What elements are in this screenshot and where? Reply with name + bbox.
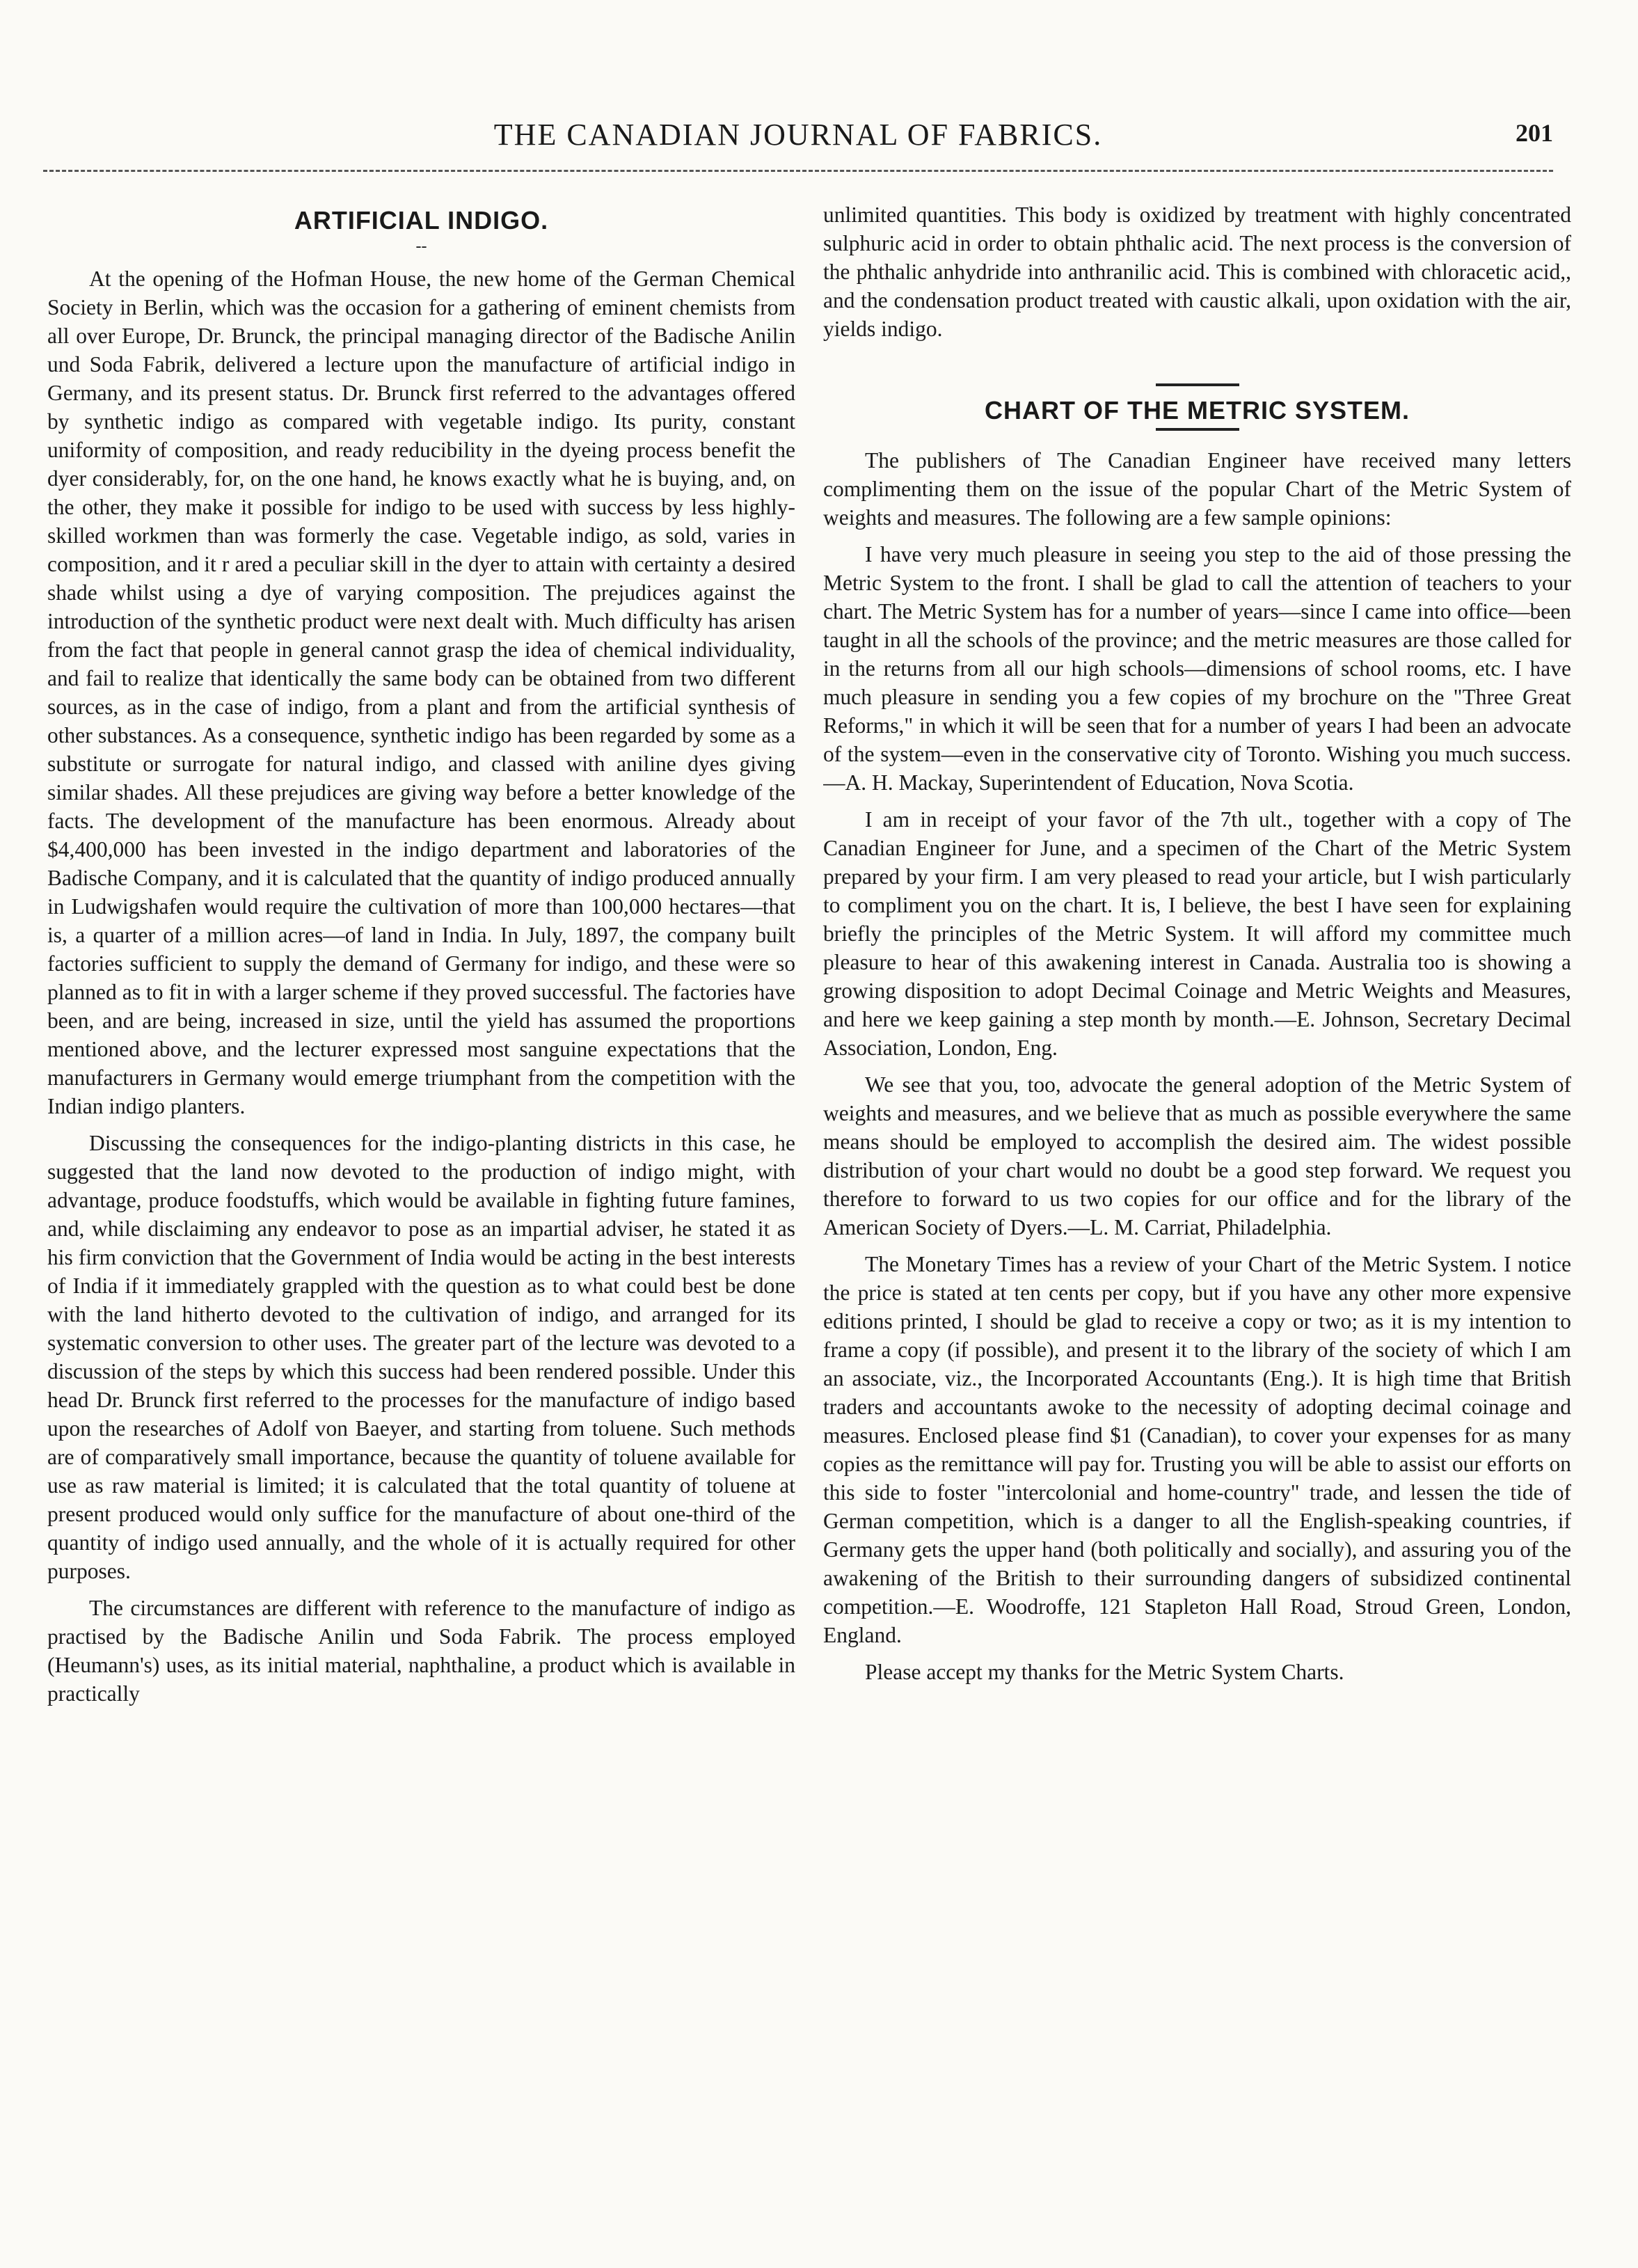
title-dash: -- [415,237,427,255]
page-header [43,117,1553,159]
title-rule [1156,428,1239,431]
article-title-artificial-indigo: ARTIFICIAL INDIGO. [294,206,549,235]
letter-paragraph: We see that you, too, advocate the general adoption of the Metric System of weights and measures, and we believe that as much as possible everywhere the same means should be employed to accomplish the desired aim. The widest possible distribution of your chart would no doubt be a good step forward. We request you therefore to forward to us two copies for our office and for the library of the American Society of Dyers.—L. M. Carriat, Philadelphia. [823,1072,1571,1239]
article-paragraph: At the opening of the Hofman House, the new home of the German Chemical Society in Berlin, which was the occasion for a gathering of eminent chemists from all over Europe, Dr. Brunck, the principal managing director of the Badische Anilin und Soda Fabrik, delivered a lecture upon the manufacture of artificial indigo in Germany, and its present status. Dr. Brunck first referred to the advantages offered by synthetic indigo as compared with vegetable indigo. Its purity, constant uniformity of composition, and ready reducibility in the dyeing process benefit the dyer considerably, for, on the one hand, he knows exactly what he is buying, and, on the other, they make it possible for indigo to be used with success by less highly-skilled workmen than was formerly the case. Vegetable indigo, as sold, varies in composition, and it r ared a peculiar skill in the dyer to attain with certainty a desired shade whilst using a dye of varying composition. The prejudices against the introduction of the synthetic product were next dealt with. Much difficulty has arisen from the fact that people in general cannot grasp the idea of chemical individuality, and fail to realize that identically the same body can be obtained from two different sources, as in the case of indigo, from a plant and from the artificial synthesis of other substances. As a consequence, synthetic indigo has been regarded by some as a substitute or surrogate for natural indigo, and classed with aniline dyes giving similar shades. All these prejudices are giving way before a better knowledge of the facts. The development of the manufacture has been enormous. Already about $4,400,000 has been invested in the indigo department and laboratories of the Badische Company, and it is calculated that the quantity of indigo produced annually in Ludwigshafen would require the cultivation of more than 100,000 hectares—that is, a quarter of a million acres—of land in India. In July, 1897, the company built factories sufficient to supply the demand of Germany for indigo, and these were so planned as to fit in with a larger scheme if they proved successful. The factories have been, and are being, increased in size, until the yield has assumed the proportions mentioned above, and the lecturer expressed most sanguine expectations that the manufacturers in Germany would emerge triumphant from the competition with the Indian indigo planters. [47,267,795,1118]
article-paragraph: Discussing the consequences for the indigo-planting districts in this case, he suggested that the land now devoted to the production of indigo might, with advantage, produce foodstuffs, which would be available in fighting future famines, and, while disclaiming any endeavor to pose as an impartial adviser, he stated it as his firm conviction that the Government of India would be acting in the best interests of India if it immediately grappled with the question as to what could best be done with the land hitherto devoted to the cultivation of indigo, and arranged for its systematic conversion to other uses. The greater part of the lecture was devoted to a discussion of the steps by which this success had been rendered possible. Under this head Dr. Brunck first referred to the processes for the manufacture of indigo based upon the researches of Adolf von Baeyer, and starting from toluene. Such methods are of comparatively small importance, because the quantity of toluene available for use as raw material is limited; it is calculated that the total quantity of toluene at present produced would only suffice for the manufacture of about one-third of the quantity of indigo used annually, and the whole of it is actually required for other purposes. [47,1131,795,1583]
left-column [47,200,795,2239]
article-title-metric-chart: CHART OF THE METRIC SYSTEM. [985,396,1410,425]
article-paragraph: The circumstances are different with reference to the manufacture of indigo as practised by the Badische Anilin und Soda Fabrik. The process employed (Heumann's) uses, as its initial material, naphthaline, a product which is available in practically [47,1596,795,1706]
letter-paragraph: I am in receipt of your favor of the 7th ult., together with a copy of The Canadian Engineer for June, and a specimen of the Chart of the Metric System prepared by your firm. I am very pleased to read your article, but I wish particularly to compliment you on the chart. It is, I believe, the best I have seen for explaining briefly the principles of the Metric System. It will afford my committee much pleasure to hear of this awakening interest in Canada. Australia too is showing a growing disposition to adopt Decimal Coinage and Metric Weights and Measures, and here we keep gaining a step month by month.—E. Johnson, Secretary Decimal Association, London, Eng. [823,807,1571,1060]
right-column [823,200,1571,2239]
section-gap [823,351,1571,383]
running-title: THE CANADIAN JOURNAL OF FABRICS. [493,118,1103,152]
letter-paragraph: Please accept my thanks for the Metric System Charts. [865,1660,1344,1684]
article-paragraph: The publishers of The Canadian Engineer have received many letters complimenting them on the issue of the popular Chart of the Metric System of weights and measures. The following are a few sample opinions: [823,448,1571,530]
letter-paragraph: The Monetary Times has a review of your Chart of the Metric System. I notice the price is stated at ten cents per copy, but if you have any other more expensive editions printed, I should be glad to receive a copy or two; as it is my intention to frame a copy (if possible), and present it to the library of the society of which I am an associate, viz., the Incorporated Accountants (Eng.). It is high time that British traders and accountants awoke to the necessity of adopting decimal coinage and measures. Enclosed please find $1 (Canadian), to cover your expenses for as many copies as the remittance will pay for. Trusting you will be able to assist our efforts on this side to foster "intercolonial and home-country" trade, and lessen the tide of German competition, which is a danger to all the English-speaking countries, if Germany gets the upper hand (both politically and socially), and assuring you of the awakening of the British to their surrounding dangers of subsidized continental competition.—E. Woodroffe, 121 Stapleton Hall Road, Stroud Green, London, England. [823,1252,1571,1647]
letter-paragraph: I have very much pleasure in seeing you step to the aid of those pressing the Metric System to the front. I shall be glad to call the attention of teachers to your chart. The Metric System has for a number of years—since I came into office—been taught in all the schools of the province; and the metric measures are those called for in the returns from all our high schools—dimensions of school rooms, etc. I have much pleasure in sending you a few copies of my brochure on the "Three Great Reforms," in which it will be seen that for a number of years I had been an advocate of the system—even in the conservative city of Toronto. Wishing you much success.—A. H. Mackay, Superintendent of Education, Nova Scotia. [823,542,1571,795]
page-number: 201 [1516,119,1553,147]
header-rule [43,170,1553,172]
title-rule [1156,383,1239,386]
article-continuation: unlimited quantities. This body is oxidized by treatment with highly concentrated sulphuric acid in order to obtain phthalic acid. The next process is the conversion of the phthalic anhydride into anthranilic acid. This is combined with chloracetic acid,, and the condensation product treated with caustic alkali, upon oxidation with the air, yields indigo. [823,203,1571,341]
